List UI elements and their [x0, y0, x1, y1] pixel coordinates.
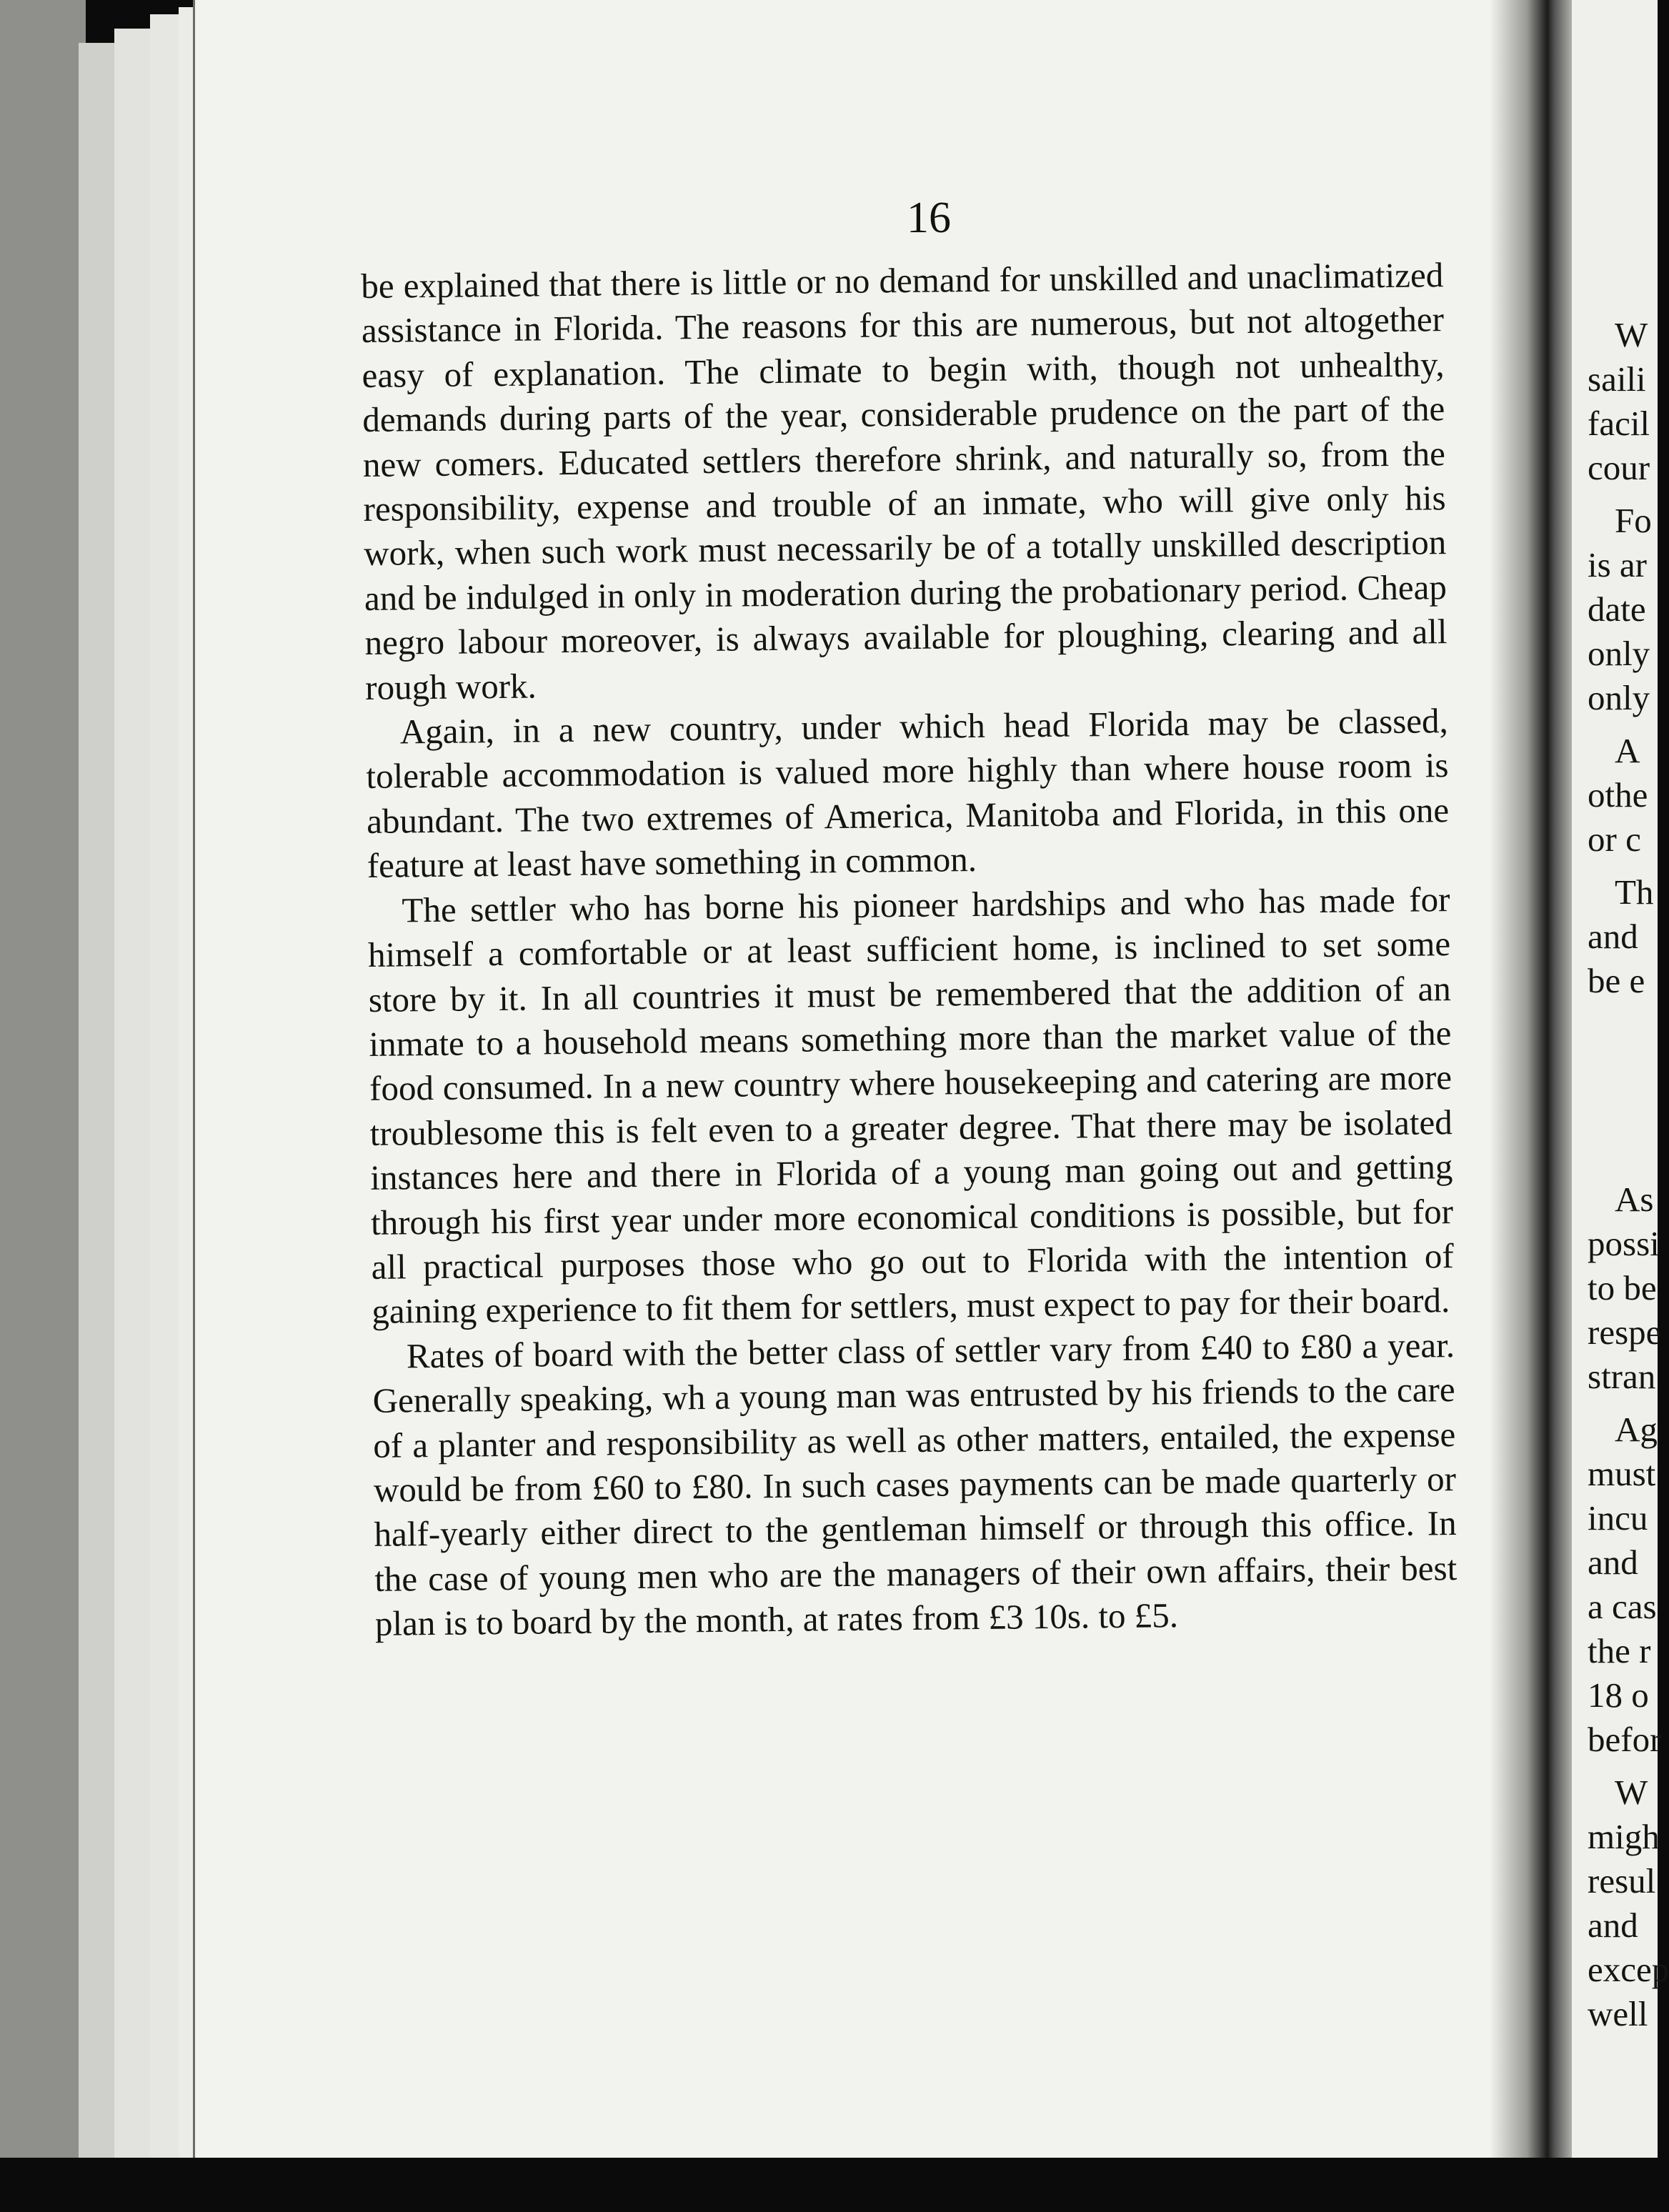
right-page-line-fragment: Fo — [1615, 501, 1652, 540]
right-page-line-fragment: date — [1588, 589, 1646, 629]
right-page-line-fragment: resul — [1588, 1861, 1656, 1900]
scan-background-left — [0, 0, 86, 2212]
right-page-line-fragment: and — [1588, 1543, 1638, 1582]
right-page-line-fragment: well — [1588, 1994, 1648, 2033]
scan-background-bottom — [0, 2158, 1658, 2212]
right-page-line-fragment: incu — [1588, 1498, 1648, 1538]
right-page-line-fragment: only — [1588, 634, 1650, 673]
right-page-line-fragment: and — [1588, 917, 1638, 956]
right-page-line-fragment: As — [1615, 1180, 1654, 1219]
right-page-line-fragment: stran — [1588, 1357, 1656, 1396]
book-gutter — [1490, 0, 1583, 2158]
right-page-line-fragment: W — [1615, 1773, 1648, 1812]
right-page-line-fragment: possi — [1588, 1224, 1660, 1263]
right-page-line-fragment: Ag — [1615, 1410, 1658, 1449]
paragraph: Again, in a new country, under which head Florida may be classed, tolerable accommodation is valued more highly than where house room is abundant. The two extremes of America, Manitoba and Florida, in this one feature at least have something in common. — [366, 701, 1450, 886]
right-page-line-fragment: othe — [1588, 775, 1648, 814]
right-page-line-fragment: 18 o — [1588, 1675, 1649, 1715]
right-page-line-fragment: A — [1615, 731, 1640, 770]
right-page-line-fragment: a cas — [1588, 1587, 1657, 1626]
paragraph: be explained that there is little or no demand for unskilled and unaclimatized assistance in Florida. The reasons for this are numerous, but not altogether easy of explanation. The climate to begin with, though not unhealthy, demands during parts of the year, considerable prudence on the part of the new comers. Educated settlers therefore shrink, and naturally so, from the responsibility, expense and trouble of an inmate, who will give only his work, when such work must necessarily be of a totally unskilled description and be indulged in only in moderation during the probationary period. Cheap negro labour moreover, is always available for ploughing, clearing and all rough work. — [361, 255, 1448, 707]
right-page-line-fragment: befor — [1588, 1720, 1662, 1759]
right-page-line-fragment: excep — [1588, 1950, 1669, 1989]
right-page-line-fragment: only — [1588, 678, 1650, 717]
body-text — [361, 253, 1458, 1646]
right-page-line-fragment: the r — [1588, 1631, 1651, 1670]
right-page-line-fragment: respe — [1588, 1312, 1662, 1352]
right-page-line-fragment: migh — [1588, 1817, 1660, 1856]
right-page-line-fragment: Th — [1615, 872, 1654, 912]
page-number: 16 — [907, 194, 951, 242]
right-page-line-fragment: is ar — [1588, 545, 1647, 584]
right-page-line-fragment: W — [1615, 315, 1648, 354]
paragraph: The settler who has borne his pioneer hardships and who has made for himself a comfortable or at least sufficient home, is inclined to set some store by it. In all countries it must be remembered that the addition of an inmate to a household means something more than the market value of the food consumed. In a new country where housekeeping and catering are more troublesome this is felt even to a greater degree. That there may be isolated instances here and there in Florida of a young man going out and getting through his first year under more economical conditions is possible, but for all practical purposes those who go out to Florida with the intention of gaining experience to fit them for settlers, must expect to pay for their board. — [367, 879, 1454, 1332]
right-page-line-fragment: saili — [1588, 359, 1646, 399]
right-page-line-fragment: to be — [1588, 1268, 1657, 1307]
right-page-line-fragment: be e — [1588, 961, 1645, 1000]
right-page-line-fragment: and — [1588, 1905, 1638, 1945]
right-page-line-fragment: must — [1588, 1454, 1656, 1493]
right-page-line-fragment: facil — [1588, 404, 1650, 443]
paragraph: Rates of board with the better class of settler vary from £40 to £80 a year. Generally speaking, wh a young man was entrusted by his friends to the care of a planter and responsibility as well as other matters, entailed, the expense would be from £60 to £80. In such cases payments can be made quarterly or half-yearly either direct to the gentleman himself or through this office. In the case of young men who are the managers of their own affairs, their best plan is to board by the month, at rates from £3 10s. to £5. — [372, 1325, 1458, 1644]
right-page-line-fragment: or c — [1588, 819, 1641, 859]
right-page-line-fragment: cour — [1588, 448, 1650, 487]
